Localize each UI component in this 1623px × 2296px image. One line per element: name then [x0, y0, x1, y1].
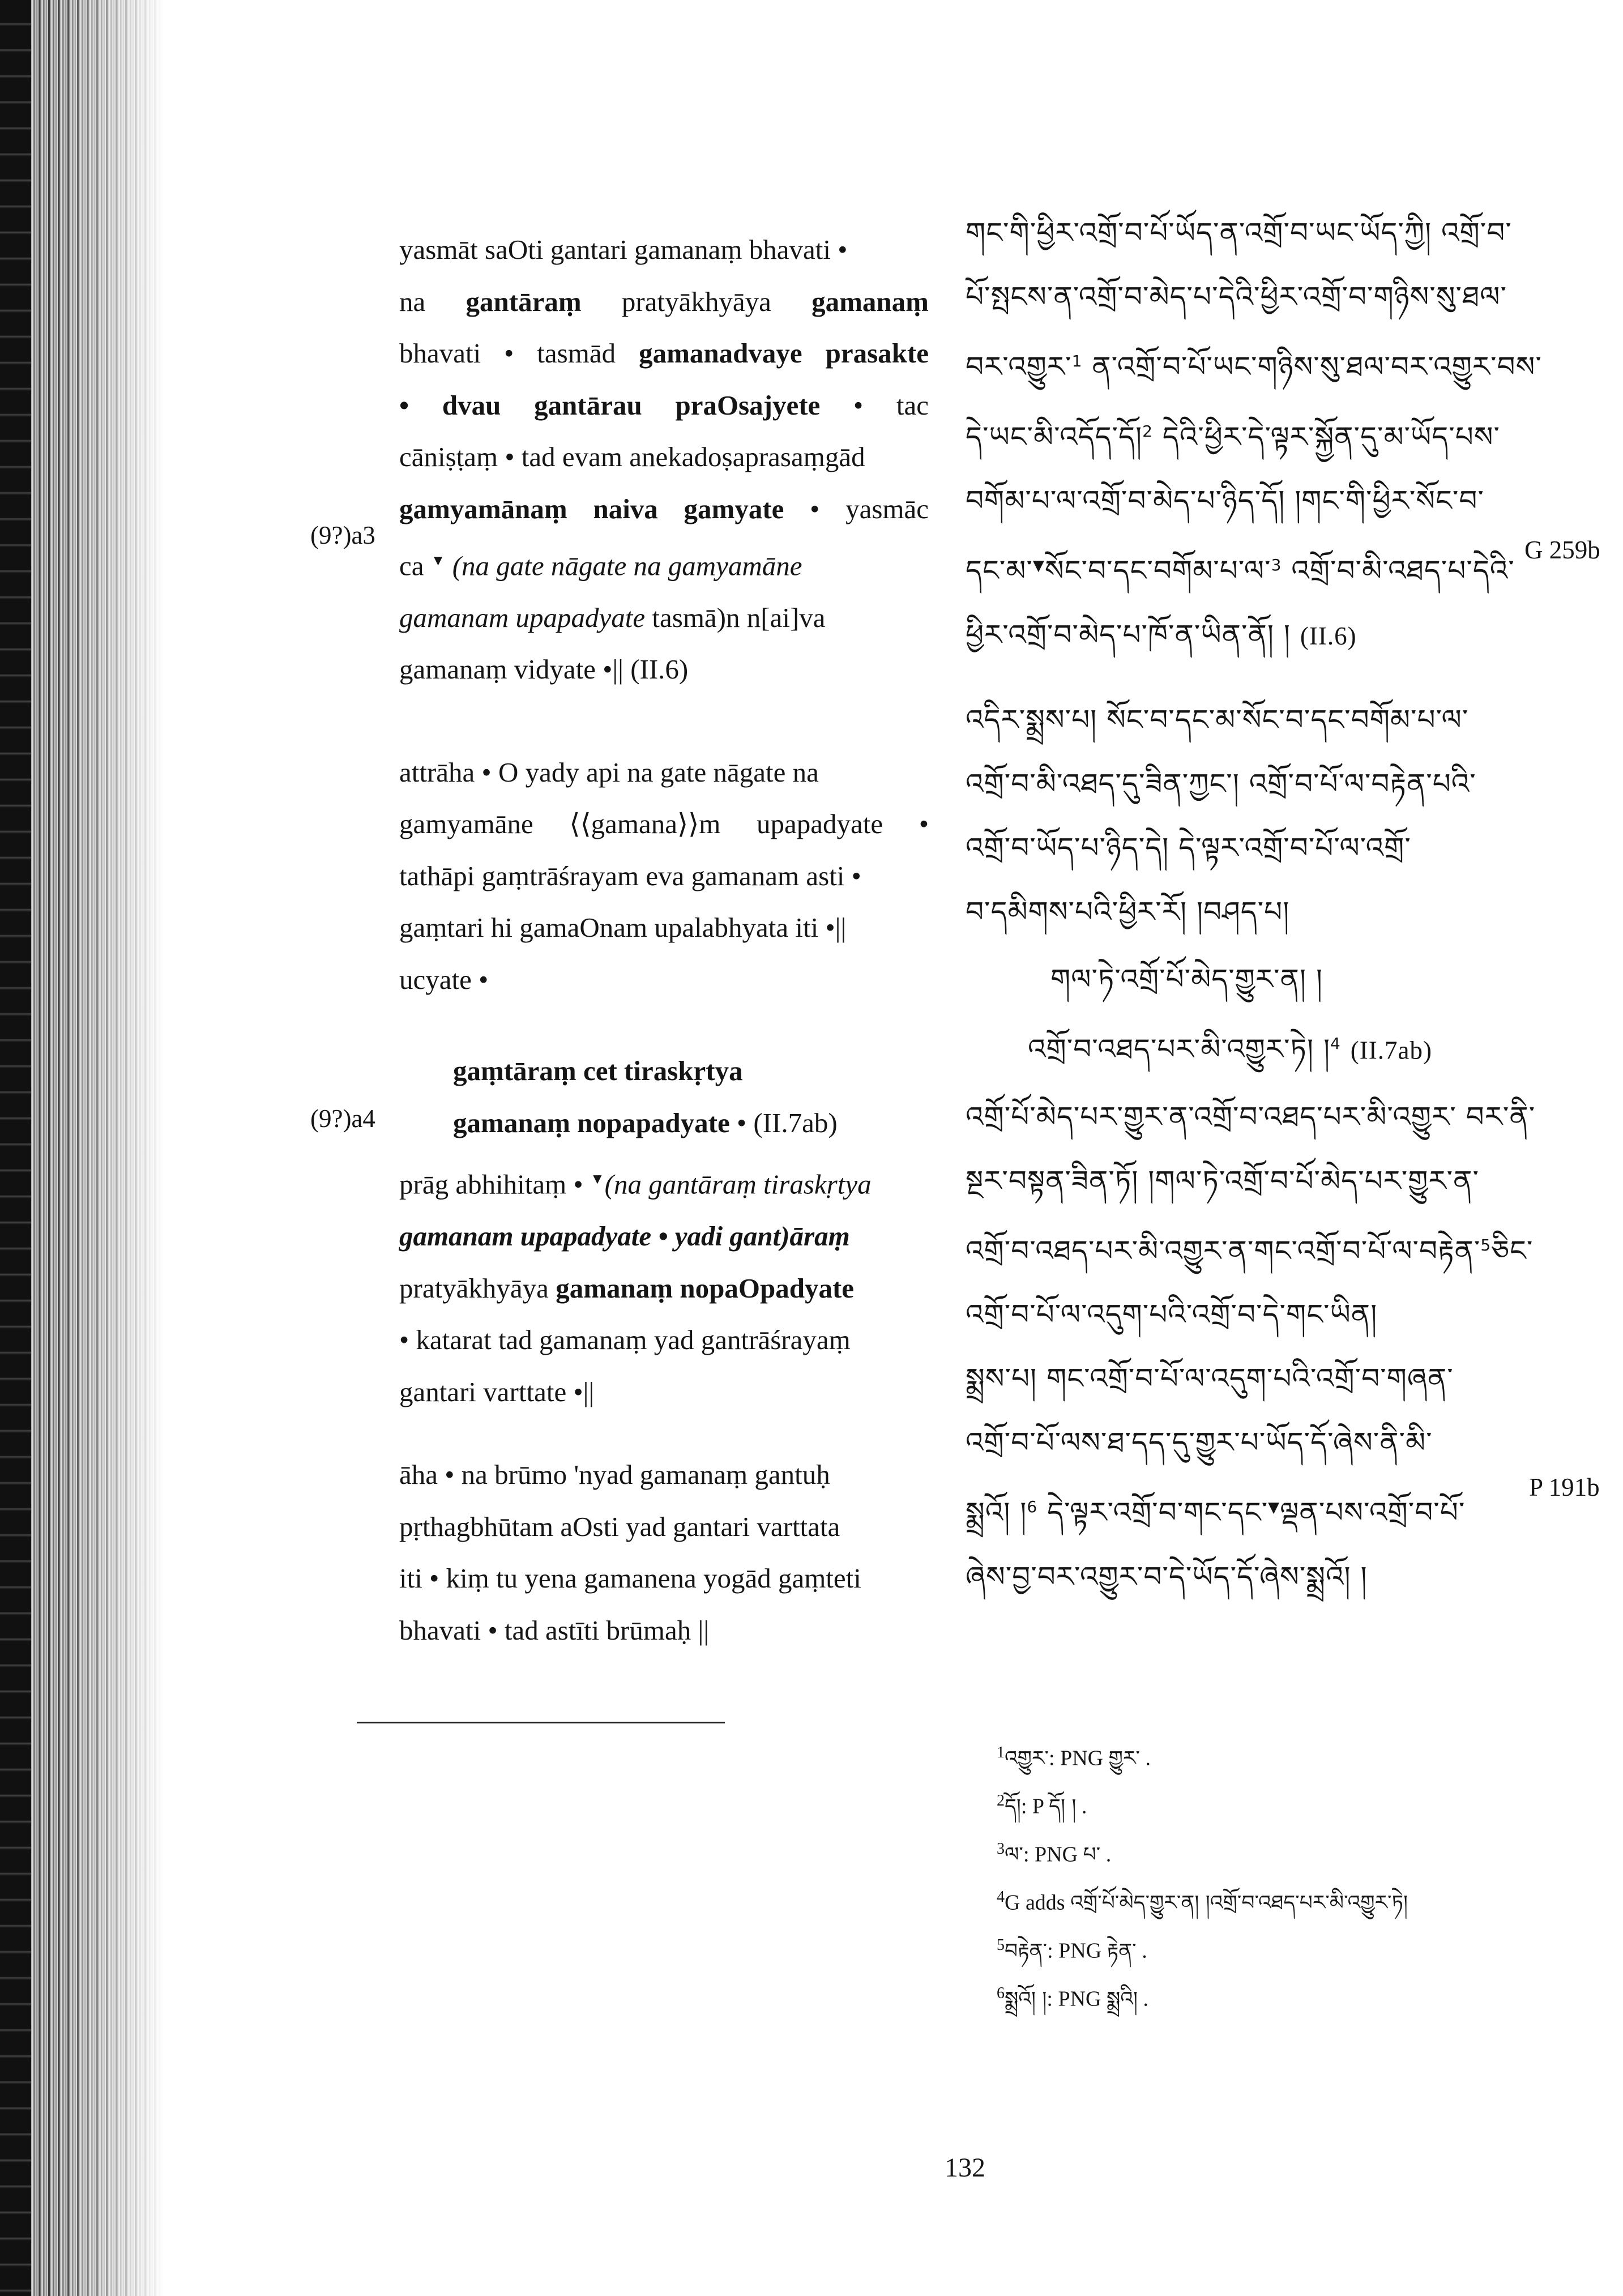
- footnote: $^1$འགྱུར་: PNG གྱུར་ .: [997, 1744, 1151, 1770]
- tibetan-line: སྨྲས་པ། གང་འགྲོ་བ་པོ་ལ་འདུག་པའི་འགྲོ་བ་གཞན་: [966, 1362, 1454, 1395]
- text-line: attrāha • O yady api na gate nāgate na: [399, 756, 819, 788]
- tibetan-line: བ་དམིགས་པའི་ཕྱིར་རོ། །བཤད་པ།: [966, 895, 1290, 928]
- tibetan-block-4: [966, 1347, 1566, 1609]
- verse-line: འགྲོ་བ་འཐད་པར་མི་འགྱུར་ཏེ། །$^4$ (II.7ab): [1028, 1032, 1432, 1066]
- tibetan-line: འགྲོ་བ་ཡོད་པ་ཉིད་དེ། དེ་ལྟར་འགྲོ་བ་པོ་ལ་འགྲོ་: [966, 831, 1411, 864]
- tibetan-line: པོ་སྤངས་ན་འགྲོ་བ་མེད་པ་དེའི་ཕྱིར་འགྲོ་བ་གཉིས་སུ་ཐལ་: [966, 280, 1507, 313]
- verse-line: gaṃtāraṃ cet tiraskṛtya: [453, 1055, 743, 1087]
- text-line: ca ▼ (na gate nāgate na gamyamāne: [399, 550, 802, 582]
- tibetan-line: གང་གི་ཕྱིར་འགྲོ་བ་པོ་ཡོད་ན་འགྲོ་བ་ཡང་ཡོད་ཀྱི། འགྲོ་བ་: [966, 216, 1512, 249]
- insertion-marker: ▼: [1268, 1499, 1280, 1517]
- footnote: $^3$ལ་: PNG པ་ .: [997, 1840, 1112, 1867]
- tibetan-line: འགྲོ་བ་འཐད་པར་མི་འགྱུར་ན་གང་འགྲོ་བ་པོ་ལ་བརྟེན་$^5$ཅིང་: [966, 1234, 1534, 1268]
- footnote: $^5$བརྟེན་: PNG རྟེན་ .: [997, 1936, 1147, 1963]
- verse-line: gamanaṃ nopapadyate • (II.7ab): [453, 1107, 838, 1138]
- footnote-mark: 2: [1142, 421, 1153, 441]
- footnote: $^6$སྨྲའོ། །: PNG སྨྲའི། .: [997, 1985, 1148, 2011]
- footnote-mark: 6: [1027, 1497, 1038, 1517]
- text-line: pratyākhyāya gamanaṃ nopaOpadyate: [399, 1272, 855, 1304]
- footnote-mark: 4: [1330, 1034, 1341, 1053]
- insertion-marker: ▼: [430, 552, 446, 569]
- text-line: yasmāt saOti gantari gamanaṃ bhavati •: [399, 234, 848, 265]
- sanskrit-block-1: [399, 224, 929, 695]
- siglum-p: P 191b: [1529, 1473, 1600, 1501]
- sanskrit-verse: [399, 1045, 929, 1149]
- tibetan-line: དེ་ཡང་མི་འདོད་དོ།$^2$ དེའི་ཕྱིར་དེ་ལྟར་སྐྱོན་དུ་མ་ཡོད་པས་: [966, 420, 1501, 454]
- text-line: bhavati • tasmād gamanadvaye prasakte: [399, 338, 929, 369]
- footnote-mark: 1: [1071, 352, 1083, 370]
- tibetan-line: འགྲོ་བ་མི་འཐད་དུ་ཟིན་ཀྱང་། འགྲོ་བ་པོ་ལ་བརྟེན་པའི་: [966, 767, 1476, 800]
- footnote: $^2$དོ།: P དོ། ། .: [997, 1792, 1087, 1819]
- text-line: gamanaṃ vidyate •|| (II.6): [399, 654, 689, 685]
- text-line: pṛthagbhūtam aOsti yad gantari varttata: [399, 1510, 840, 1542]
- footnote-mark: 3: [1271, 556, 1282, 575]
- text-line: na gantāraṃ pratyākhyāya gamanaṃ: [399, 285, 929, 317]
- tibetan-line: སྔར་བསྟན་ཟིན་ཏོ། །གལ་ཏེ་འགྲོ་བ་པོ་མེད་པར་གྱུར་ན་: [966, 1164, 1479, 1197]
- tibetan-line: འདིར་སྨྲས་པ། སོང་བ་དང་མ་སོང་བ་དང་བགོམ་པ་ལ་: [966, 703, 1469, 736]
- text-line: gamanam upapadyate tasmā)n n[ai]va: [399, 601, 826, 633]
- text-line: • dvau gantārau praOsajyete • tac: [399, 389, 929, 421]
- text-line: ucyate •: [399, 963, 489, 995]
- tibetan-line: བར་འགྱུར་$^1$ ན་འགྲོ་བ་པོ་ཡང་གཉིས་སུ་ཐལ་བར་འགྱུར་བས་: [966, 350, 1542, 383]
- tibetan-line: འགྲོ་བ་པོ་ལས་ཐ་དད་དུ་གྱུར་པ་ཡོད་དོ་ཞེས་ནི་མི་: [966, 1426, 1433, 1459]
- siglum-g: G 259b: [1524, 536, 1600, 564]
- tibetan-column: [966, 201, 1566, 1609]
- text-line: bhavati • tad astīti brūmaḥ ||: [399, 1614, 710, 1646]
- insertion-marker: ▼: [1032, 557, 1045, 575]
- page-number: 132: [945, 2153, 985, 2183]
- tibetan-line: དང་མ་▼སོང་བ་དང་བགོམ་པ་ལ་$^3$ འགྲོ་བ་མི་འཐད་པ་དེའི་: [966, 554, 1515, 587]
- tibetan-line: ཕྱིར་འགྲོ་བ་མེད་པ་ཁོ་ན་ཡིན་ནོ། ། (II.6): [966, 618, 1357, 651]
- footnote-rule: [357, 1722, 725, 1723]
- sanskrit-block-2: [399, 746, 929, 1006]
- text-line: āha • na brūmo 'nyad gamanaṃ gantuḥ: [399, 1459, 830, 1491]
- insertion-marker: ▼: [590, 1171, 605, 1188]
- footnote-mark: 5: [1480, 1235, 1492, 1254]
- text-line: gamanam upapadyate • yadi gant)āraṃ: [399, 1220, 850, 1252]
- scan-dark-edge: [0, 0, 31, 2296]
- tibetan-line: ཞེས་བྱ་བར་འགྱུར་བ་དེ་ཡོད་དོ་ཞེས་སྨྲའོ། །: [966, 1560, 1368, 1593]
- verse-reference: (II.7ab): [1350, 1036, 1432, 1065]
- tibetan-line: བགོམ་པ་ལ་འགྲོ་བ་མེད་པ་ཉིད་དོ། །གང་གི་ཕྱིར་སོང་བ་: [966, 484, 1484, 518]
- sanskrit-block-3: [399, 1153, 929, 1418]
- footnote: $^4$G adds འགྲོ་པོ་མེད་གྱུར་ན། །འགྲོ་བ་འཐད་པར་མི་འགྱུར་ཏེ།: [997, 1888, 1408, 1915]
- text-line: gamyamānaṃ naiva gamyate • yasmāc: [399, 493, 929, 524]
- text-line: gamyamāne ⟨⟨gamana⟩⟩m upapadyate •: [399, 808, 929, 840]
- sanskrit-block-4: [399, 1449, 929, 1656]
- tibetan-verse: [966, 948, 1566, 1083]
- text-line: • katarat tad gamanaṃ yad gantrāśrayaṃ: [399, 1324, 851, 1356]
- text-line: gaṃtari hi gamaOnam upalabhyata iti •||: [399, 912, 847, 944]
- folio-note-a4: (9?)a4: [310, 1104, 375, 1133]
- tibetan-line: འགྲོ་བ་པོ་ལ་འདུག་པའི་འགྲོ་བ་དེ་གང་ཡིན།: [966, 1298, 1378, 1331]
- folio-note-a3: (9?)a3: [310, 521, 375, 549]
- verse-reference: (II.6): [1300, 621, 1357, 650]
- text-line: prāg abhihitaṃ • ▼(na gantāraṃ tiraskṛtya: [399, 1168, 872, 1200]
- tibetan-block-3: [966, 1085, 1566, 1347]
- verse-line: གལ་ཏེ་འགྲོ་པོ་མེད་གྱུར་ན། །: [1050, 962, 1323, 996]
- tibetan-block-1: [966, 201, 1566, 668]
- text-line: cāniṣṭaṃ • tad evam anekadoṣaprasaṃgād: [399, 441, 865, 472]
- text-line: gantari varttate •||: [399, 1376, 595, 1407]
- text-line: tathāpi gaṃtrāśrayam eva gamanam asti •: [399, 860, 861, 891]
- tibetan-line: འགྲོ་པོ་མེད་པར་གྱུར་ན་འགྲོ་བ་འཐད་པར་མི་འགྱུར་ བར་ནི་: [966, 1100, 1536, 1133]
- tibetan-line: སྨྲའོ། །$^6$ དེ་ལྟར་འགྲོ་བ་གང་དང་▼ལྡན་པས་འགྲོ་བ་པོ་: [966, 1496, 1466, 1529]
- text-line: iti • kiṃ tu yena gamanena yogād gaṃteti: [399, 1563, 861, 1594]
- tibetan-block-2: [966, 688, 1566, 944]
- sanskrit-column: [399, 224, 929, 1656]
